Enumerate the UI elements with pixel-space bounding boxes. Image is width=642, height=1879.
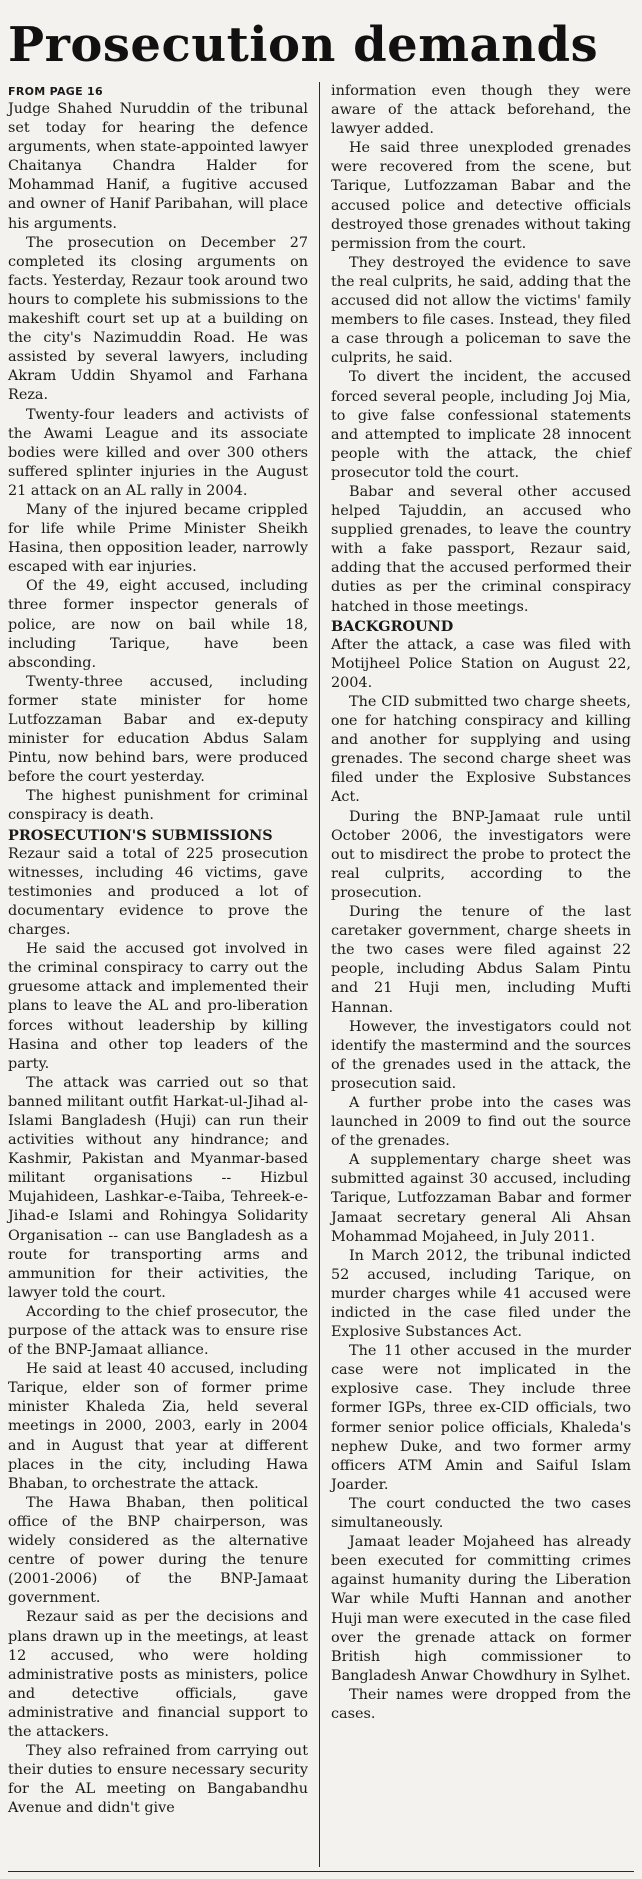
left-column [8, 82, 308, 1818]
paragraph: The CID submitted two charge sheets, one for hatching conspiracy and killing and another for supplying and using grenades. The second charge sheet was filed under the Explosive Substances Act. [331, 694, 631, 806]
paragraph: Many of the injured became crippled for life while Prime Minister Sheikh Hasina, then opposition leader, narrowly escaped with ear injuries. [8, 501, 308, 576]
section-subhead: PROSECUTION'S SUBMISSIONS [8, 826, 273, 844]
paragraph: During the tenure of the last caretaker government, charge sheets in the two cases were filed against 22 people, including Abdus Salam Pintu and 21 Huji men, including Mufti Hannan. [331, 904, 631, 1016]
article-body [8, 82, 634, 1867]
paragraph: Rezaur said as per the decisions and plans drawn up in the meetings, at least 12 accused, who were holding administrative posts as ministers, police and detective officials, gave administrative and financial support to the attackers. [8, 1609, 308, 1740]
paragraph: The 11 other accused in the murder case were not implicated in the explosive case. They include three former IGPs, three ex-CID officials, two former senior police officials, Khaleda's nephew Duke, and two former army officers ATM Amin and Saiful Islam Joarder. [331, 1343, 631, 1493]
paragraph: Their names were dropped from the cases. [331, 1686, 631, 1722]
paragraph: During the BNP-Jamaat rule until October 2006, the investigators were out to misdirect the probe to protect the real culprits, according to the prosecution. [331, 808, 631, 901]
right-column [331, 82, 631, 1724]
paragraph: Twenty-three accused, including former state minister for home Lutfozzaman Babar and ex-deputy minister for education Abdus Salam Pintu, now behind bars, were produced before the court yesterday. [8, 673, 308, 786]
paragraph: The highest punishment for criminal conspiracy is death. [8, 788, 308, 824]
paragraph: He said at least 40 accused, including Tarique, elder son of former prime minister Khaleda Zia, held several meetings in 2000, 2003, early in 2004 and in August that year at different places in the city, including Hawa Bhaban, to orchestrate the attack. [8, 1361, 308, 1492]
paragraph: The attack was carried out so that banned militant outfit Harkat-ul-Jihad al-Islami Bangladesh (Huji) can run their activities without any hindrance; and Kashmir, Pakistan and Myanmar-based militant organisations -- Hizbul Mujahideen, Lashkar-e-Taiba, Tehreek-e-Jihad-e Islami and Rohingya Solidarity Organisation -- can use Bangladesh as a route for transporting arms and ammunition for their activities, the lawyer told the court. [8, 1074, 308, 1301]
paragraph: However, the investigators could not identify the mastermind and the sources of the grenades used in the attack, the prosecution said. [331, 1018, 631, 1092]
paragraph: He said the accused got involved in the criminal conspiracy to carry out the gruesome attack and implemented their plans to leave the AL and pro-liberation forces without leadership by killing Hasina and other top leaders of the party. [8, 941, 308, 1072]
paragraph: The Hawa Bhaban, then political office of the BNP chairperson, was widely considered as the alternative centre of power during the tenure (2001-2006) of the BNP-Jamaat government. [8, 1494, 308, 1607]
paragraph: After the attack, a case was filed with Motijheel Police Station on August 22, 2004. [331, 636, 631, 691]
paragraph: Of the 49, eight accused, including three former inspector generals of police, are now on bail while 18, including Tarique, have been absconding. [8, 578, 308, 671]
paragraph: In March 2012, the tribunal indicted 52 accused, including Tarique, on murder charges while 41 accused were indicted in the case filed under the Explosive Substances Act. [331, 1247, 631, 1341]
paragraph: They also refrained from carrying out their duties to ensure necessary security for the AL meeting on Bangabandhu Avenue and didn't give [8, 1743, 308, 1817]
paragraph: A further probe into the cases was launched in 2009 to find out the source of the grenades. [331, 1094, 631, 1150]
paragraph: information even though they were aware of the attack beforehand, the lawyer added. [331, 83, 631, 138]
paragraph: They destroyed the evidence to save the real culprits, he said, adding that the accused did not allow the victims' family members to file cases. Instead, they filed a case through a policeman to save the culprits, he said. [331, 254, 631, 367]
section-subhead: BACKGROUND [331, 617, 454, 635]
continuation-label: FROM PAGE 16 [8, 85, 103, 98]
paragraph: Jamaat leader Mojaheed has already been executed for committing crimes against humanity during the Liberation War while Mufti Hannan and another Huji man were executed in the case filed over the grenade attack on former British high commissioner to Bangladesh Anwar Chowdhury in Sylhet. [331, 1534, 631, 1684]
paragraph: Judge Shahed Nuruddin of the tribunal set today for hearing the defence arguments, when state-appointed lawyer Chaitanya Chandra Halder for Mohammad Hanif, a fugitive accused and owner of Hanif Paribahan, will place his arguments. [8, 101, 308, 232]
column-divider [319, 82, 320, 1867]
paragraph: According to the chief prosecutor, the purpose of the attack was to ensure rise of the BNP-Jamaat alliance. [8, 1303, 308, 1359]
paragraph: A supplementary charge sheet was submitted against 30 accused, including Tarique, Lutfozzaman Babar and former Jamaat secretary general Ali Ahsan Mohammad Mojaheed, in July 2011. [331, 1152, 631, 1245]
paragraph: Rezaur said a total of 225 prosecution witnesses, including 46 victims, gave testimonies and produced a lot of documentary evidence to prove the charges. [8, 845, 308, 939]
bottom-rule [8, 1871, 634, 1872]
paragraph: Babar and several other accused helped Tajuddin, an accused who supplied grenades, to leave the country with a fake passport, Rezaur said, adding that the accused performed their duties as per the criminal conspiracy hatched in those meetings. [331, 483, 631, 615]
paragraph: To divert the incident, the accused forced several people, including Joj Mia, to give false confessional statements and attempted to implicate 28 innocent people with the attack, the chief prosecutor told the court. [331, 369, 631, 481]
paragraph: Twenty-four leaders and activists of the Awami League and its associate bodies were killed and over 300 others suffered splinter injuries in the August 21 attack on an AL rally in 2004. [8, 406, 308, 499]
headline: Prosecution demands [8, 17, 599, 73]
paragraph: The prosecution on December 27 completed its closing arguments on facts. Yesterday, Rezaur took around two hours to complete his submissions to the makeshift court set up at a building on the city's Nazimuddin Road. He was assisted by several lawyers, including Akram Uddin Shyamol and Farhana Reza. [8, 234, 308, 404]
paragraph: He said three unexploded grenades were recovered from the scene, but Tarique, Lutfozzaman Babar and the accused police and detective officials destroyed those grenades without taking permission from the court. [331, 140, 631, 252]
paragraph: The court conducted the two cases simultaneously. [331, 1495, 631, 1532]
